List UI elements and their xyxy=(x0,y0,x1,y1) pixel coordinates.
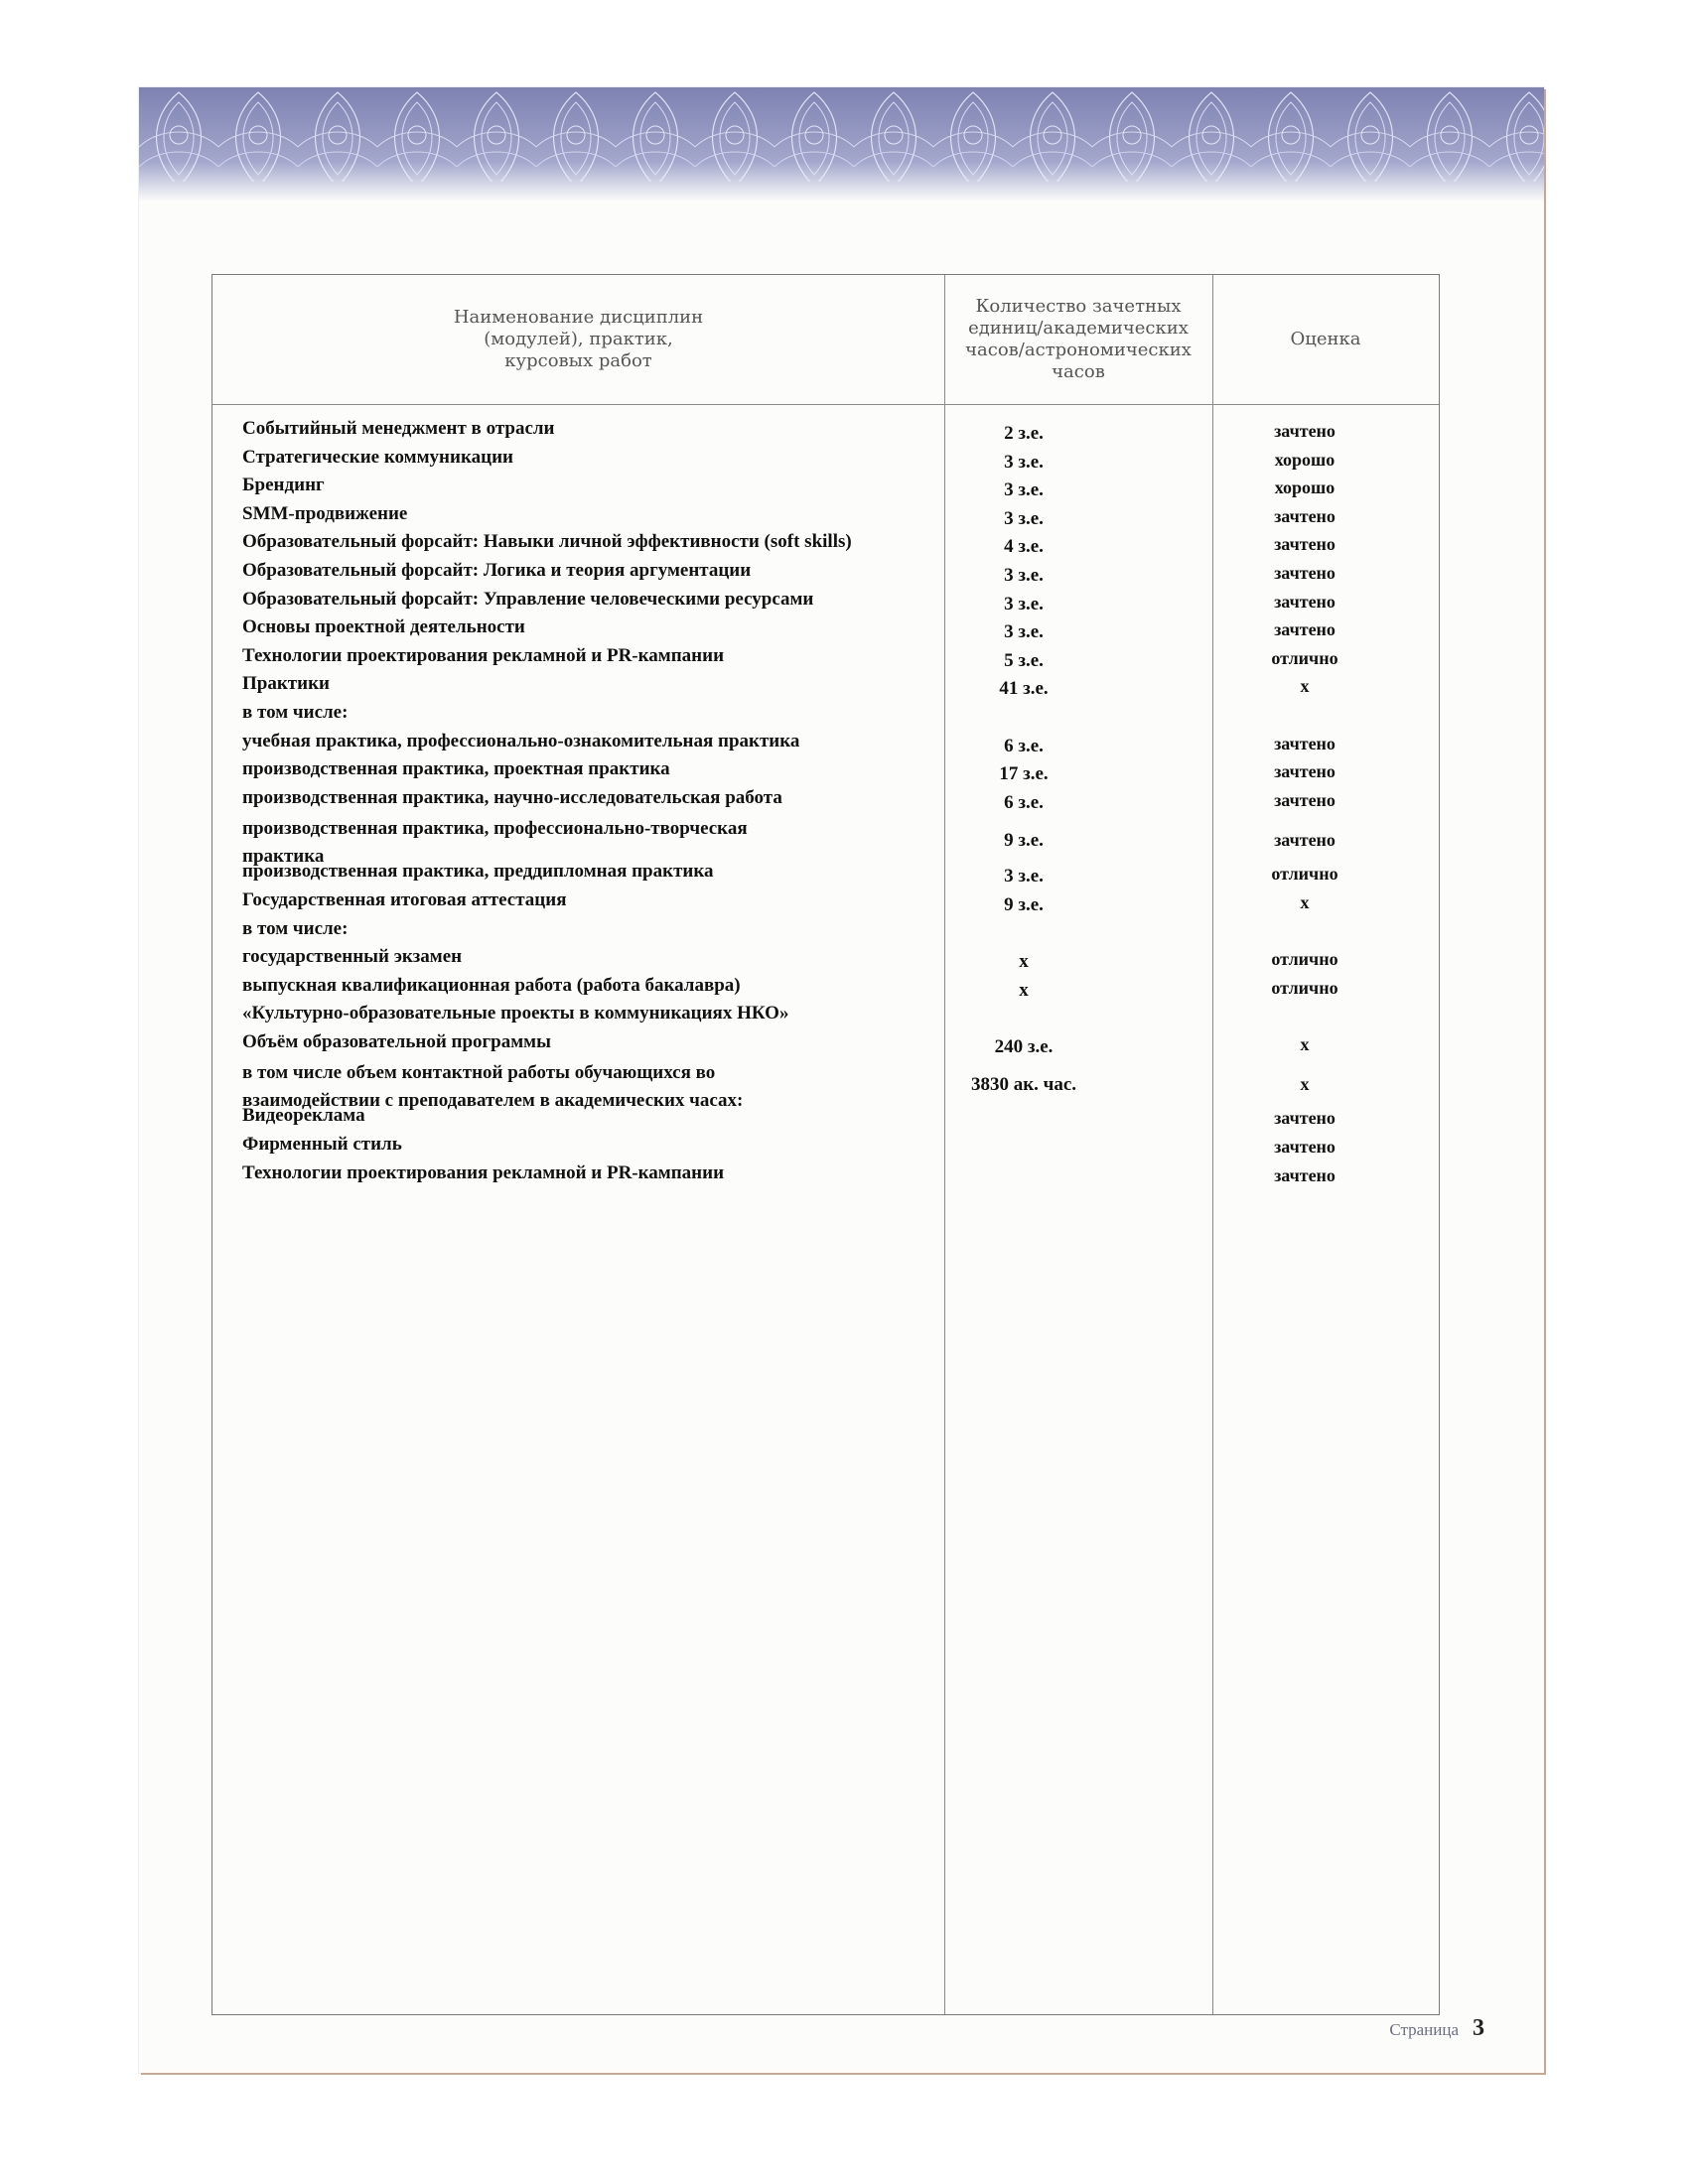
grade-value: зачтено xyxy=(1274,1137,1336,1158)
grade-value: отлично xyxy=(1271,977,1338,998)
discipline-name: «Культурно-образовательные проекты в коммуникациях НКО» xyxy=(242,1003,789,1024)
grade-value: хорошо xyxy=(1274,449,1336,470)
table-row xyxy=(212,670,1439,699)
page-footer xyxy=(1389,2015,1484,2042)
credits-value: 3 з.е. xyxy=(1004,451,1044,473)
table-row xyxy=(212,728,1439,756)
credits-value: 6 з.е. xyxy=(1004,735,1044,756)
discipline-name: производственная практика, преддипломная практика xyxy=(242,861,714,883)
header-grade xyxy=(1212,275,1439,404)
discipline-name: Фирменный стиль xyxy=(242,1134,402,1156)
discipline-name: Образовательный форсайт: Навыки личной эффективности (soft skills) xyxy=(242,531,852,553)
grade-value: отлично xyxy=(1271,864,1338,885)
credits-value: 41 з.е. xyxy=(999,678,1049,700)
credits-value: 4 з.е. xyxy=(1004,536,1044,558)
discipline-name: Стратегические коммуникации xyxy=(242,446,513,468)
header-credits xyxy=(944,275,1212,404)
header-discipline xyxy=(212,275,944,404)
grade-value: зачтено xyxy=(1274,830,1336,851)
grade-value: зачтено xyxy=(1274,1164,1336,1185)
table-row xyxy=(212,1000,1439,1028)
credits-value: х xyxy=(1019,979,1029,1001)
table-row xyxy=(212,614,1439,642)
grade-value: х xyxy=(1300,891,1310,912)
page-label: Страница xyxy=(1389,2020,1459,2039)
table-row xyxy=(212,528,1439,557)
page-number: 3 xyxy=(1473,2015,1484,2041)
table-row xyxy=(212,1131,1439,1160)
header-credits-label: Количество зачетных единиц/академических часов/астрономических часов xyxy=(965,296,1192,382)
table-row xyxy=(212,444,1439,473)
discipline-name: Основы проектной деятельности xyxy=(242,616,525,638)
discipline-name: производственная практика, проектная практика xyxy=(242,758,670,780)
table-header xyxy=(212,275,1439,405)
discipline-name: Объём образовательной программы xyxy=(242,1030,551,1052)
credits-value: 3 з.е. xyxy=(1004,564,1044,586)
discipline-name: учебная практика, профессионально-ознакомительная практика xyxy=(242,730,800,751)
table-row xyxy=(212,1028,1439,1057)
credits-value: 3 з.е. xyxy=(1004,593,1044,614)
discipline-name: Технологии проектирования рекламной и PR-кампании xyxy=(242,644,725,666)
table-row xyxy=(212,755,1439,784)
grade-value: зачтено xyxy=(1274,534,1336,555)
table-row xyxy=(212,586,1439,614)
discipline-name: Брендинг xyxy=(242,475,325,496)
table-row xyxy=(212,858,1439,887)
grade-value: зачтено xyxy=(1274,1108,1336,1129)
credits-value: 2 з.е. xyxy=(1004,423,1044,444)
grade-value: х xyxy=(1300,676,1310,697)
credits-value: 5 з.е. xyxy=(1004,649,1044,671)
table-row xyxy=(212,415,1439,444)
discipline-name: Образовательный форсайт: Логика и теория аргументации xyxy=(242,559,752,581)
grade-value: зачтено xyxy=(1274,789,1336,810)
table-body xyxy=(212,415,1439,1187)
table-row xyxy=(212,642,1439,671)
discipline-name: Государственная итоговая аттестация xyxy=(242,888,567,910)
grade-value: х xyxy=(1300,1074,1310,1095)
grade-value: х xyxy=(1300,1033,1310,1054)
discipline-name: Технологии проектирования рекламной и PR-кампании xyxy=(242,1161,725,1183)
table-row xyxy=(212,1102,1439,1131)
credits-value: 9 з.е. xyxy=(1004,893,1044,915)
grade-value: зачтено xyxy=(1274,421,1336,441)
table-row xyxy=(212,1056,1439,1112)
grade-value: зачтено xyxy=(1274,591,1336,612)
discipline-name: Образовательный форсайт: Управление человеческими ресурсами xyxy=(242,588,814,610)
credits-value: 240 з.е. xyxy=(994,1035,1054,1057)
discipline-name: в том числе: xyxy=(242,917,349,939)
discipline-name: Практики xyxy=(242,673,330,695)
table-row xyxy=(212,943,1439,972)
credits-value: 3830 ак. час. xyxy=(970,1074,1077,1096)
grade-value: зачтено xyxy=(1274,505,1336,526)
header-discipline-label: Наименование дисциплин (модулей), практик, курсовых работ xyxy=(453,307,704,371)
credits-value: х xyxy=(1019,951,1029,973)
table-row xyxy=(212,972,1439,1001)
grade-value: отлично xyxy=(1271,647,1338,668)
document-page xyxy=(139,87,1544,2073)
discipline-name: в том числе объем контактной работы обучающихся во взаимодействии с преподавателем в академических часах: xyxy=(242,1062,744,1112)
grade-value: хорошо xyxy=(1274,478,1336,498)
credits-value: 3 з.е. xyxy=(1004,507,1044,529)
discipline-name: в том числе: xyxy=(242,701,349,723)
credits-value: 6 з.е. xyxy=(1004,791,1044,813)
grade-value: зачтено xyxy=(1274,761,1336,782)
table-row xyxy=(212,784,1439,813)
table-row xyxy=(212,915,1439,944)
grade-value: зачтено xyxy=(1274,733,1336,753)
table-row xyxy=(212,500,1439,529)
credits-value: 9 з.е. xyxy=(1004,830,1044,852)
discipline-name: Событийный менеджмент в отрасли xyxy=(242,418,555,439)
discipline-name: производственная практика, профессионально-творческая практика xyxy=(242,818,748,868)
table-row xyxy=(212,812,1439,868)
header-grade-label: Оценка xyxy=(1290,329,1361,349)
table-row xyxy=(212,557,1439,586)
guilloche-border-pattern xyxy=(139,87,1544,202)
table-row xyxy=(212,472,1439,500)
table-row xyxy=(212,699,1439,728)
credits-value: 17 з.е. xyxy=(999,763,1049,785)
table-row xyxy=(212,887,1439,915)
grade-value: зачтено xyxy=(1274,619,1336,640)
discipline-name: Видеореклама xyxy=(242,1105,365,1127)
grades-table xyxy=(211,274,1440,2015)
credits-value: 3 з.е. xyxy=(1004,866,1044,887)
discipline-name: SMM-продвижение xyxy=(242,502,408,524)
grade-value: отлично xyxy=(1271,949,1338,970)
discipline-name: производственная практика, научно-исследовательская работа xyxy=(242,786,782,808)
discipline-name: государственный экзамен xyxy=(242,946,463,968)
credits-value: 3 з.е. xyxy=(1004,621,1044,643)
credits-value: 3 з.е. xyxy=(1004,479,1044,501)
table-row xyxy=(212,1160,1439,1188)
discipline-name: выпускная квалификационная работа (работа бакалавра) xyxy=(242,974,741,996)
grade-value: зачтено xyxy=(1274,562,1336,583)
